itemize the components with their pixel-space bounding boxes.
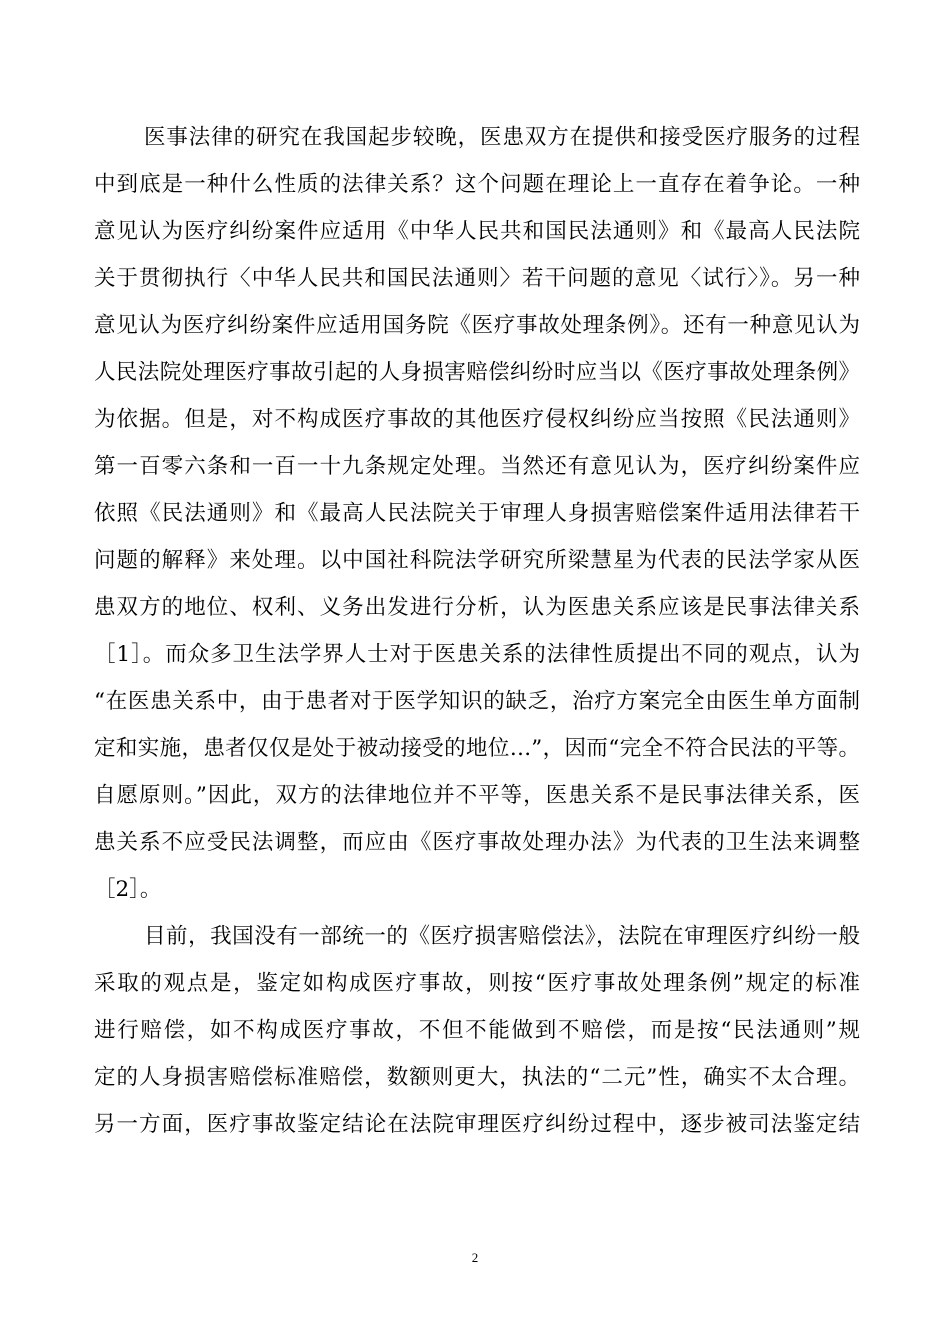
text-line: ［1］。而众多卫生法学界人士对于医患关系的法律性质提出不同的观点，认为 (94, 642, 860, 667)
text-line: 意见认为医疗纠纷案件应适用国务院《医疗事故处理条例》。还有一种意见认为 (94, 313, 860, 338)
text-line: 为依据。但是，对不构成医疗事故的其他医疗侵权纠纷应当按照《民法通则》 (94, 407, 860, 432)
text-line: 定的人身损害赔偿标准赔偿，数额则更大，执法的“二元”性，确实不太合理。 (94, 1065, 860, 1090)
text-line: 进行赔偿，如不构成医疗事故，不但不能做到不赔偿，而是按“民法通则”规 (94, 1018, 860, 1043)
text-line: 另一方面，医疗事故鉴定结论在法院审理医疗纠纷过程中，逐步被司法鉴定结 (94, 1112, 860, 1137)
text-line: 意见认为医疗纠纷案件应适用《中华人民共和国民法通则》和《最高人民法院 (94, 219, 860, 244)
text-line: 第一百零六条和一百一十九条规定处理。当然还有意见认为，医疗纠纷案件应 (94, 454, 860, 479)
text-line: 依照《民法通则》和《最高人民法院关于审理人身损害赔偿案件适用法律若干 (94, 501, 860, 526)
text-line: ［2］。 (94, 877, 162, 902)
text-line: 定和实施，患者仅仅是处于被动接受的地位…”，因而“完全不符合民法的平等。 (94, 736, 860, 761)
text-line: 中到底是一种什么性质的法律关系？这个问题在理论上一直存在着争论。一种 (94, 172, 860, 197)
paragraph-1 (94, 114, 860, 913)
text-line: 人民法院处理医疗事故引起的人身损害赔偿纠纷时应当以《医疗事故处理条例》 (94, 360, 860, 385)
paragraph-2 (94, 913, 860, 1148)
text-line: 目前，我国没有一部统一的《医疗损害赔偿法》，法院在审理医疗纠纷一般 (144, 924, 860, 949)
text-line: 关于贯彻执行〈中华人民共和国民法通则〉若干问题的意见〈试行〉》。另一种 (94, 266, 860, 291)
text-line: 医事法律的研究在我国起步较晚，医患双方在提供和接受医疗服务的过程 (144, 125, 860, 150)
text-line: 自愿原则。”因此，双方的法律地位并不平等，医患关系不是民事法律关系，医 (94, 783, 860, 808)
page-number: 2 (471, 1250, 479, 1265)
text-line: 问题的解释》来处理。以中国社科院法学研究所梁慧星为代表的民法学家从医 (94, 548, 860, 573)
text-line: 采取的观点是，鉴定如构成医疗事故，则按“医疗事故处理条例”规定的标准 (94, 971, 860, 996)
text-line: 患关系不应受民法调整，而应由《医疗事故处理办法》为代表的卫生法来调整 (94, 830, 860, 855)
text-line: 患双方的地位、权利、义务出发进行分析，认为医患关系应该是民事法律关系 (94, 595, 860, 620)
body-text (94, 114, 860, 1148)
text-line: “在医患关系中，由于患者对于医学知识的缺乏，治疗方案完全由医生单方面制 (94, 689, 860, 714)
